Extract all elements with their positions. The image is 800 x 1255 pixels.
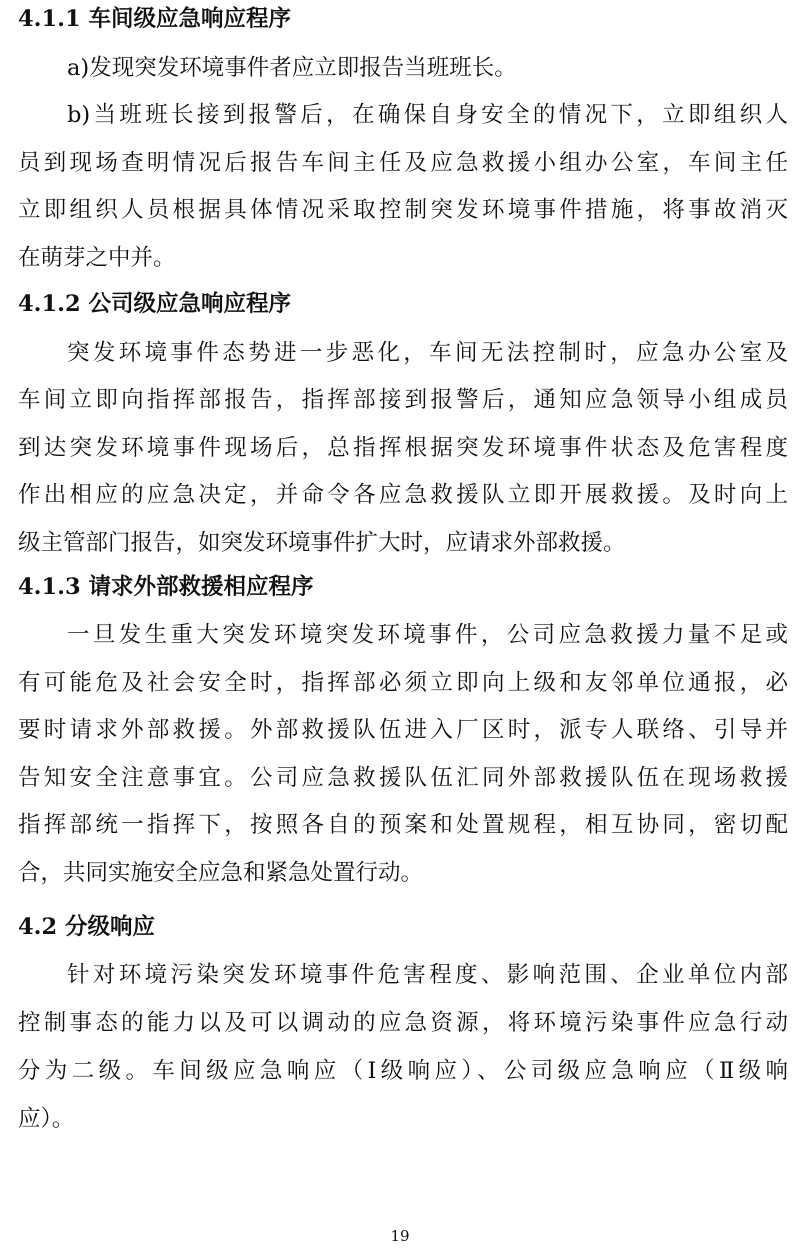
paragraph-line: 员到现场查明情况后报告车间主任及应急救援小组办公室，车间主任 — [18, 150, 788, 176]
paragraph-line: 突发环境事件态势进一步恶化，车间无法控制时，应急办公室及 — [67, 340, 788, 366]
paragraph-line: 合，共同实施安全应急和紧急处置行动。 — [18, 860, 424, 886]
paragraph-line: b)当班班长接到报警后，在确保自身安全的情况下，立即组织人 — [67, 102, 788, 128]
section-heading-4-1-2: 4.1.2 公司级应急响应程序 — [18, 291, 291, 317]
paragraph-line: 告知安全注意事宜。公司应急救援队伍汇同外部救援队伍在现场救援 — [18, 765, 788, 791]
paragraph-line: 级主管部门报告，如突发环境事件扩大时，应请求外部救援。 — [18, 530, 626, 556]
section-heading-4-1-3: 4.1.3 请求外部救援相应程序 — [18, 574, 314, 600]
paragraph-line: 分为二级。车间级应急响应（Ⅰ级响应）、公司级应急响应（Ⅱ级响 — [18, 1058, 788, 1084]
paragraph-line: a)发现突发环境事件者应立即报告当班班长。 — [67, 55, 517, 81]
paragraph-line: 作出相应的应急决定，并命令各应急救援队立即开展救援。及时向上 — [18, 482, 788, 508]
paragraph-line: 有可能危及社会安全时，指挥部必须立即向上级和友邻单位通报，必 — [18, 670, 788, 696]
paragraph-line: 一旦发生重大突发环境突发环境事件，公司应急救援力量不足或 — [67, 622, 788, 648]
paragraph-line: 到达突发环境事件现场后，总指挥根据突发环境事件状态及危害程度 — [18, 435, 788, 461]
paragraph-line: 应）。 — [18, 1106, 75, 1132]
paragraph-line: 针对环境污染突发环境事件危害程度、影响范围、企业单位内部 — [67, 962, 788, 988]
paragraph-line: 指挥部统一指挥下，按照各自的预案和处置规程，相互协同，密切配 — [18, 812, 788, 838]
paragraph-line: 立即组织人员根据具体情况采取控制突发环境事件措施，将事故消灭 — [18, 197, 788, 223]
paragraph-line: 在萌芽之中并。 — [18, 245, 176, 271]
paragraph-line: 车间立即向指挥部报告，指挥部接到报警后，通知应急领导小组成员 — [18, 387, 788, 413]
page-number: 19 — [390, 1227, 410, 1245]
section-heading-4-1-1: 4.1.1 车间级应急响应程序 — [18, 6, 291, 32]
paragraph-line: 控制事态的能力以及可以调动的应急资源，将环境污染事件应急行动 — [18, 1010, 788, 1036]
section-heading-4-2: 4.2 分级响应 — [18, 914, 155, 940]
paragraph-line: 要时请求外部救援。外部救援队伍进入厂区时，派专人联络、引导并 — [18, 717, 788, 743]
